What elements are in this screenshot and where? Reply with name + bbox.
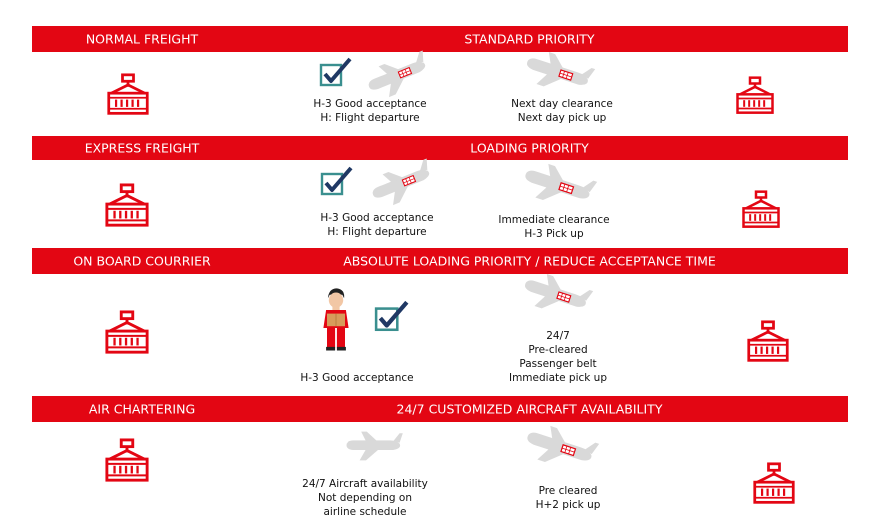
text-line: Pre-cleared [528, 344, 588, 356]
arrival-text [484, 213, 624, 241]
checkbox-check-icon [374, 300, 410, 332]
text-line: H: Flight departure [320, 112, 420, 124]
priority-label: LOADING PRIORITY [470, 140, 589, 156]
row-label: ON BOARD COURRIER [73, 253, 211, 269]
text-line: Immediate clearance [498, 214, 610, 226]
text-line: 24/7 Aircraft availability [302, 478, 428, 490]
container-icon [104, 183, 150, 229]
row-label: AIR CHARTERING [88, 401, 196, 417]
container-icon [746, 320, 790, 364]
plane-icon [338, 430, 410, 462]
courier-person-icon [318, 283, 354, 355]
text-line: Passenger belt [519, 358, 597, 370]
acceptance-text [290, 477, 440, 519]
text-line: H-3 Good acceptance [300, 372, 414, 384]
priority-label: STANDARD PRIORITY [464, 31, 595, 47]
checkbox-check-icon [319, 57, 353, 87]
row-band-on-board-courier [32, 248, 848, 274]
container-icon [735, 76, 775, 116]
priority-label: ABSOLUTE LOADING PRIORITY / REDUCE ACCEPTANCE TIME [343, 253, 716, 269]
text-line: Next day clearance [511, 98, 613, 110]
container-icon [104, 438, 150, 484]
plane-icon [514, 265, 598, 325]
priority-label: 24/7 CUSTOMIZED AIRCRAFT AVAILABILITY [396, 401, 663, 417]
row-band-air-chartering [32, 396, 848, 422]
plane-icon [514, 155, 602, 218]
checkbox-check-icon [320, 166, 354, 196]
text-line: Immediate pick up [508, 372, 608, 384]
text-line: Next day pick up [517, 112, 607, 124]
text-line: H: Flight departure [327, 226, 427, 238]
row-band-express-freight [32, 136, 848, 160]
container-icon [741, 190, 781, 230]
container-icon [104, 310, 150, 356]
container-icon [106, 72, 150, 118]
row-label: NORMAL FREIGHT [85, 31, 199, 47]
text-line: H-3 Pick up [524, 228, 584, 240]
arrival-text [498, 484, 638, 512]
text-line: Not depending on [318, 492, 412, 504]
arrival-text [488, 329, 628, 385]
text-line: 24/7 [546, 330, 570, 342]
plane-icon [516, 43, 600, 103]
text-line: H-3 Good acceptance [320, 212, 434, 224]
text-line: H-3 Good acceptance [313, 98, 427, 110]
text-line: airline schedule [323, 506, 407, 518]
row-band-normal-freight [32, 26, 848, 52]
acceptance-text [287, 371, 427, 385]
plane-icon [516, 417, 604, 480]
container-icon [752, 462, 796, 506]
acceptance-text [300, 97, 440, 125]
plane-icon [362, 154, 442, 214]
text-line: H+2 pick up [535, 499, 601, 511]
arrival-text [492, 97, 632, 125]
row-label: EXPRESS FREIGHT [84, 140, 200, 156]
acceptance-text [302, 211, 452, 239]
text-line: Pre cleared [538, 485, 598, 497]
